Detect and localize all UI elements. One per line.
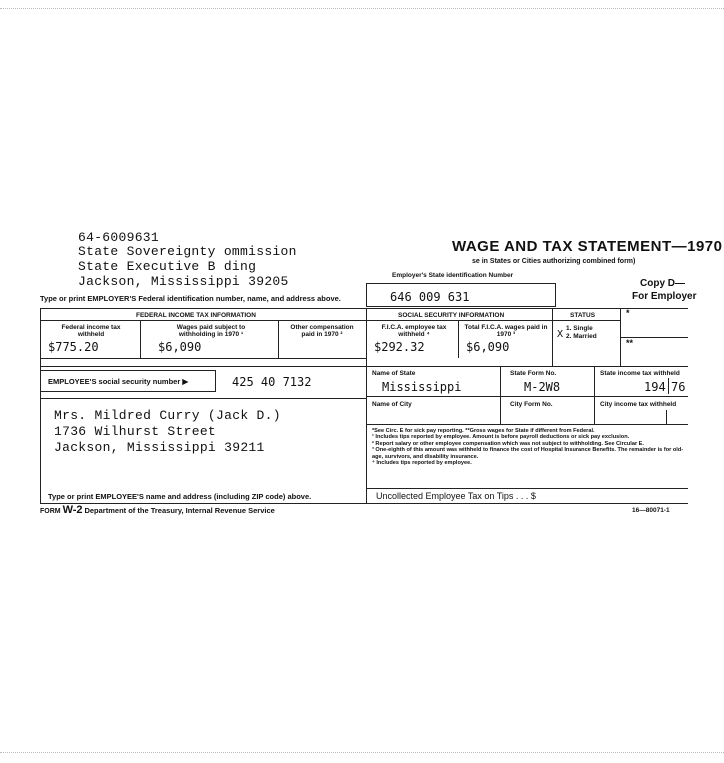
- form-code: W-2: [62, 504, 83, 516]
- state-name-label: Name of State: [372, 370, 416, 377]
- footnotes: [372, 428, 688, 466]
- federal-section-title: FEDERAL INCOME TAX INFORMATION: [136, 312, 256, 319]
- state-tax-value-whole: 194: [644, 380, 666, 394]
- footnote: ² Report salary or other employee compensation which was not subject to withholding. See Circular E.: [372, 440, 644, 447]
- fed-wages-label: Wages paid subject to withholding in 1970 ¹: [176, 324, 246, 338]
- scan-edge-top: [0, 8, 724, 9]
- status-married: 2. Married: [566, 333, 597, 340]
- state-tax-decimal: [668, 378, 669, 394]
- copy-line2: For Employer: [632, 291, 697, 302]
- state-tax-value-cents: 76: [671, 380, 686, 394]
- fica-value: $292.32: [374, 340, 425, 354]
- fica-label: F.I.C.A. employee tax withheld ⁴: [381, 324, 447, 338]
- state-id-label: Employer's State identification Number: [392, 272, 514, 279]
- form-prefix: FORM: [40, 508, 61, 515]
- fed-tax-value: $775.20: [48, 340, 99, 354]
- employee-city: Jackson, Mississippi 39211: [54, 440, 265, 455]
- fed-tax-label: Federal income tax withheld: [61, 324, 121, 338]
- ss-rule: [366, 320, 552, 321]
- uncollected-label: Uncollected Employee Tax on Tips . . . $: [376, 491, 536, 501]
- employee-name: Mrs. Mildred Curry (Jack D.): [54, 408, 281, 423]
- city-tax-decimal: [666, 410, 667, 424]
- uncollected-rule: [366, 488, 688, 489]
- status-double-star: **: [626, 338, 634, 348]
- employee-ssn-value: 425 40 7132: [232, 375, 312, 389]
- rule-left: [40, 308, 41, 503]
- employer-name: State Sovereignty ommission: [78, 244, 297, 259]
- footnote: *See Circ. E for sick pay reporting. **Gross wages for State if different from Federal.: [372, 428, 595, 434]
- fica-wages-label: Total F.I.C.A. wages paid in 1970 ³: [464, 324, 548, 338]
- status-rule: [552, 320, 620, 321]
- footnote: ¹ Includes tips reported by employee. Amount is before payroll deductions or sick pay exclusion.: [372, 434, 630, 441]
- state-col1: [500, 366, 501, 424]
- city-tax-label: City income tax withheld: [600, 401, 677, 408]
- city-form-label: City Form No.: [510, 401, 553, 408]
- federal-rule: [40, 320, 366, 321]
- footer-code: 16—80071-1: [632, 507, 670, 514]
- ss-col: [458, 320, 459, 358]
- state-form-label: State Form No.: [510, 370, 557, 377]
- city-name-label: Name of City: [372, 401, 412, 408]
- ss-section-title: SOCIAL SECURITY INFORMATION: [398, 312, 505, 319]
- other-comp-label: Other compensation paid in 1970 ²: [290, 324, 354, 338]
- employee-ssn-label: EMPLOYEE'S social security number ▶: [48, 377, 189, 386]
- federal-row-end: [40, 358, 366, 359]
- status-single: 1. Single: [566, 325, 593, 332]
- state-form-value: M-2W8: [524, 380, 561, 394]
- status-married-mark: X: [557, 329, 564, 340]
- rule-mid: [366, 308, 367, 503]
- ssn-row-bottom: [40, 398, 366, 399]
- footnote: ³ One-eighth of this amount was withheld to finance the cost of Hospital Insurance Benefits. The remainder is for old-age, survivors, and disability insurance.: [372, 447, 684, 460]
- rule-top: [40, 308, 688, 309]
- fed-wages-value: $6,090: [158, 340, 202, 354]
- star-rule: [620, 337, 688, 338]
- copy-line1: Copy D—: [640, 278, 685, 289]
- employee-label: Type or print EMPLOYEE'S name and address (including ZIP code) above.: [48, 492, 312, 501]
- form-title: WAGE AND TAX STATEMENT—1970: [452, 238, 723, 255]
- state-row-mid: [366, 396, 688, 397]
- form-subtitle: se in States or Cities authorizing combined form): [472, 258, 636, 265]
- status-title: STATUS: [570, 312, 596, 319]
- employer-building: State Executive B ding: [78, 259, 257, 274]
- employer-id-number: 64-6009631: [78, 230, 160, 245]
- federal-col1: [140, 320, 141, 358]
- status-star: *: [626, 308, 630, 318]
- state-col2: [594, 366, 595, 424]
- department: Department of the Treasury, Internal Revenue Service: [84, 506, 275, 515]
- state-row-end: [366, 424, 688, 425]
- footnote: ⁴ Includes tips reported by employee.: [372, 460, 472, 467]
- employer-label: Type or print EMPLOYER'S Federal identification number, name, and address above.: [40, 294, 341, 303]
- federal-col2: [278, 320, 279, 358]
- state-tax-label: State income tax withheld: [600, 370, 680, 377]
- scan-edge-bottom: [0, 752, 724, 753]
- employer-city: Jackson, Mississippi 39205: [78, 274, 289, 289]
- fica-wages-value: $6,090: [466, 340, 510, 354]
- status-col: [552, 308, 553, 366]
- footer-form: [40, 504, 275, 516]
- employee-street: 1736 Wilhurst Street: [54, 424, 217, 439]
- state-name-value: Mississippi: [382, 380, 462, 394]
- state-id-value: 646 009 631: [390, 290, 470, 304]
- ssn-row-top: [40, 366, 688, 367]
